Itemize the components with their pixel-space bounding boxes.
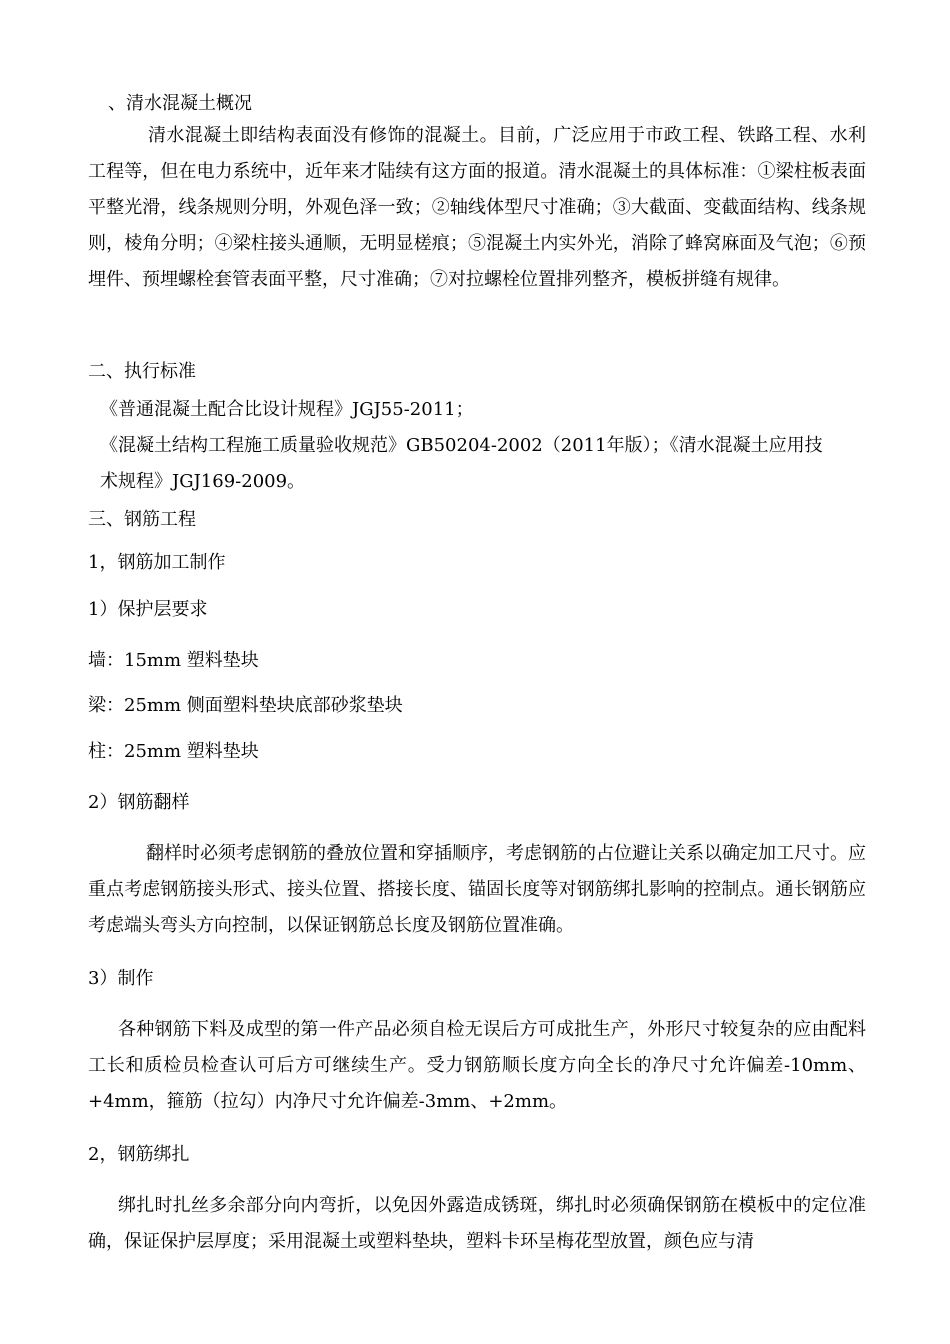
item-fabrication: 3）制作 — [88, 968, 154, 989]
standard-1: 《普通混凝土配合比设计规程》JGJ55-2011； — [100, 399, 474, 420]
fabrication-body: 各种钢筋下料及成型的第一件产品必须自检无误后方可成批生产，外形尺寸较复杂的应由配料工长和质检员检查认可后方可继续生产。受力钢筋顺长度方向全长的净尺寸允许偏差-10mm、+4mm，箍筋（拉勾）内净尺寸允许偏差-3mm、+2mm。 — [88, 1019, 866, 1112]
subsection-rebar-processing: 1，钢筋加工制作 — [88, 552, 226, 573]
subsection-rebar-tying: 2，钢筋绑扎 — [88, 1144, 190, 1165]
section1-body: 清水混凝土即结构表面没有修饰的混凝土。目前，广泛应用于市政工程、铁路工程、水利工程等，但在电力系统中，近年来才陆续有这方面的报道。清水混凝土的具体标准：①梁柱板表面平整光滑，线条规则分明，外观色泽一致；②轴线体型尺寸准确；③大截面、变截面结构、线条规则，棱角分明；④梁柱接头通顺，无明显槎痕；⑤混凝土内实外光，消除了蜂窝麻面及气泡；⑥预埋件、预埋螺栓套管表面平整，尺寸准确；⑦对拉螺栓位置排列整齐，模板拼缝有规律。 — [88, 125, 866, 290]
standard-2-line1: 《混凝土结构工程施工质量验收规范》GB50204-2002（2011年版）；《清水混凝土应用技 — [100, 435, 823, 456]
standard-2-line2: 术规程》JGJ169-2009。 — [100, 471, 306, 492]
rebar-tying-body: 绑扎时扎丝多余部分向内弯折，以免因外露造成锈斑，绑扎时必须确保钢筋在模板中的定位准确，保证保护层厚度；采用混凝土或塑料垫块，塑料卡环呈梅花型放置，颜色应与清 — [88, 1195, 866, 1252]
section1-heading: 、清水混凝土概况 — [108, 93, 252, 114]
cover-column: 柱：25mm 塑料垫块 — [88, 741, 259, 762]
cover-wall: 墙：15mm 塑料垫块 — [88, 650, 259, 671]
rebar-detailing-body: 翻样时必须考虑钢筋的叠放位置和穿插顺序，考虑钢筋的占位避让关系以确定加工尺寸。应重点考虑钢筋接头形式、接头位置、搭接长度、锚固长度等对钢筋绑扎影响的控制点。通长钢筋应考虑端头弯头方向控制，以保证钢筋总长度及钢筋位置准确。 — [88, 843, 866, 936]
item-rebar-detailing: 2）钢筋翻样 — [88, 792, 190, 813]
cover-beam: 梁：25mm 侧面塑料垫块底部砂浆垫块 — [88, 695, 403, 716]
section3-heading: 三、钢筋工程 — [88, 509, 196, 530]
section2-heading: 二、执行标准 — [88, 361, 196, 382]
item-cover-requirements: 1）保护层要求 — [88, 599, 208, 620]
